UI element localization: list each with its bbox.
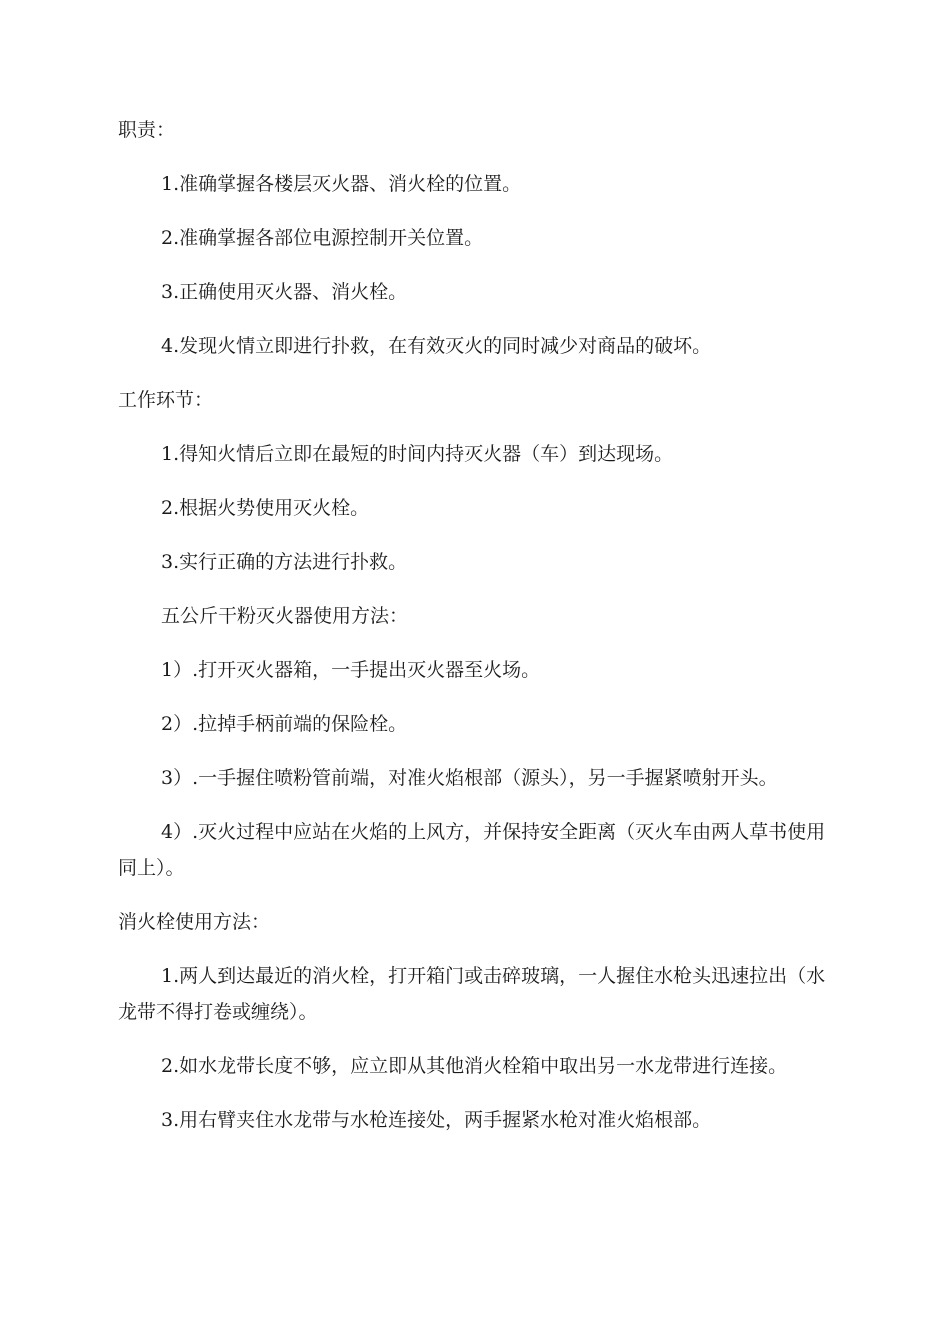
extinguisher-step-1: 1）.打开灭火器箱，一手提出灭火器至火场。 [161,659,541,681]
workflow-item-2: 2.根据火势使用灭火栓。 [161,497,370,519]
duty-item-1: 1.准确掌握各楼层灭火器、消火栓的位置。 [161,173,522,195]
extinguisher-step-2: 2）.拉掉手柄前端的保险栓。 [161,713,408,735]
duty-item-4: 4.发现火情立即进行扑救，在有效灭火的同时减少对商品的破坏。 [161,335,712,357]
subsection-heading-extinguisher: 五公斤干粉灭火器使用方法： [161,605,409,627]
hydrant-step-1: 1.两人到达最近的消火栓，打开箱门或击碎玻璃，一人握住水枪头迅速拉出（水龙带不得打卷或缠绕）。 [118,965,826,1023]
section-heading-hydrant: 消火栓使用方法： [118,911,271,933]
extinguisher-step-4: 4）.灭火过程中应站在火焰的上风方，并保持安全距离（灭火车由两人草书使用同上）。 [118,821,826,879]
workflow-item-1: 1.得知火情后立即在最短的时间内持灭火器（车）到达现场。 [161,443,674,465]
hydrant-step-2: 2.如水龙带长度不够，应立即从其他消火栓箱中取出另一水龙带进行连接。 [161,1055,788,1077]
duty-item-2: 2.准确掌握各部位电源控制开关位置。 [161,227,484,249]
section-heading-duties: 职责： [118,119,176,141]
duty-item-3: 3.正确使用灭火器、消火栓。 [161,281,408,303]
document-body [118,112,834,1156]
extinguisher-step-3: 3）.一手握住喷粉管前端，对准火焰根部（源头），另一手握紧喷射开头。 [161,767,778,789]
hydrant-step-3: 3.用右臂夹住水龙带与水枪连接处，两手握紧水枪对准火焰根部。 [161,1109,712,1131]
section-heading-workflow: 工作环节： [118,389,214,411]
workflow-item-3: 3.实行正确的方法进行扑救。 [161,551,408,573]
